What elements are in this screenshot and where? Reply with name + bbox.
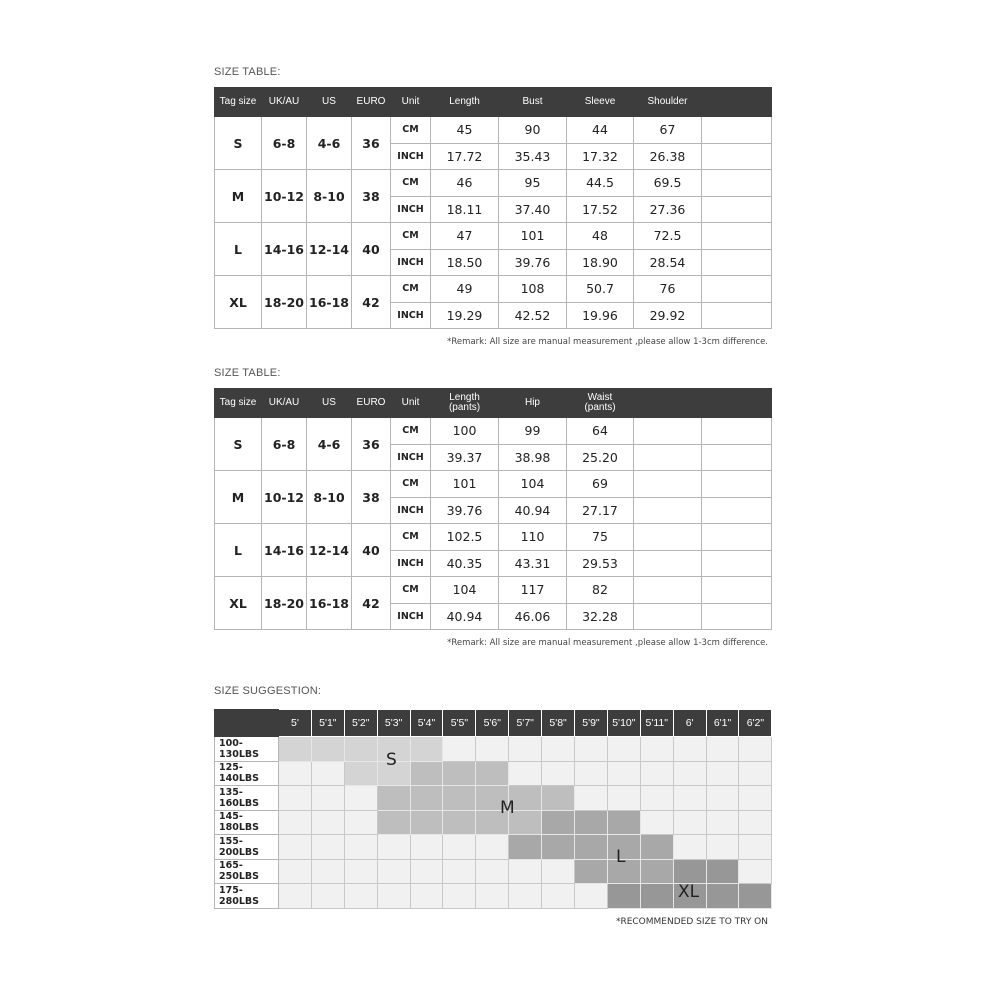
size-cell (739, 786, 772, 811)
euro-cell: 36 (352, 418, 391, 471)
size-cell (443, 835, 476, 860)
measure-cell: 101 (499, 223, 567, 250)
uk-au-cell: 10-12 (262, 471, 307, 524)
header-row (215, 88, 772, 117)
size-cell (410, 835, 443, 860)
measure-cell: 67 (634, 117, 702, 144)
size-cell (344, 859, 377, 884)
measure-cell: 39.37 (431, 444, 499, 471)
column-header: UK/AU (262, 88, 307, 117)
height-header: 6' (673, 710, 706, 737)
size-cell (377, 810, 410, 835)
empty-cell (702, 471, 772, 498)
size-cell (410, 859, 443, 884)
column-header: Tag size (215, 389, 262, 418)
height-header-row (215, 710, 772, 737)
measure-cell: 48 (567, 223, 634, 250)
size-cell (279, 761, 312, 786)
size-cell (640, 884, 673, 909)
unit-cell: CM (391, 577, 431, 604)
size-cell (706, 859, 739, 884)
size-cell (344, 835, 377, 860)
size-cell (476, 859, 509, 884)
measure-cell (634, 603, 702, 630)
table-row (215, 418, 772, 445)
unit-cell: CM (391, 117, 431, 144)
column-header: Length (pants) (431, 389, 499, 418)
column-header: US (307, 88, 352, 117)
size-cell (279, 835, 312, 860)
size-cell (706, 761, 739, 786)
size-cell (607, 761, 640, 786)
empty-cell (702, 524, 772, 551)
size-cell (410, 786, 443, 811)
empty-cell (702, 497, 772, 524)
empty-cell (702, 418, 772, 445)
header-row (215, 389, 772, 418)
empty-cell (702, 444, 772, 471)
measure-cell: 95 (499, 170, 567, 197)
height-header: 5'9" (575, 710, 608, 737)
size-cell (542, 835, 575, 860)
size-table-remark-1: *Remark: All size are manual measurement ,please allow 1-3cm difference. (447, 337, 768, 347)
unit-cell: CM (391, 276, 431, 303)
tag-size-cell: XL (215, 276, 262, 329)
size-cell (673, 859, 706, 884)
column-header: EURO (352, 88, 391, 117)
size-cell (640, 859, 673, 884)
unit-cell: INCH (391, 249, 431, 276)
us-cell: 16-18 (307, 577, 352, 630)
measure-cell (634, 524, 702, 551)
measure-cell: 90 (499, 117, 567, 144)
size-cell (344, 761, 377, 786)
tag-size-cell: L (215, 223, 262, 276)
measure-cell: 117 (499, 577, 567, 604)
empty-cell (702, 550, 772, 577)
tag-size-cell: S (215, 418, 262, 471)
height-header: 5'7" (509, 710, 542, 737)
measure-cell: 17.52 (567, 196, 634, 223)
weight-label: 155-200LBS (215, 835, 279, 860)
size-cell (443, 884, 476, 909)
measure-cell: 27.36 (634, 196, 702, 223)
measure-cell (634, 497, 702, 524)
measure-cell: 18.90 (567, 249, 634, 276)
size-cell (344, 884, 377, 909)
measure-cell: 28.54 (634, 249, 702, 276)
measure-cell: 99 (499, 418, 567, 445)
size-cell (607, 737, 640, 762)
us-cell: 12-14 (307, 524, 352, 577)
size-cell (542, 859, 575, 884)
size-cell (279, 859, 312, 884)
size-cell (739, 835, 772, 860)
recommended-note: *RECOMMENDED SIZE TO TRY ON (615, 917, 768, 927)
unit-cell: INCH (391, 302, 431, 329)
measure-cell: 26.38 (634, 143, 702, 170)
size-cell (509, 859, 542, 884)
size-cell (410, 737, 443, 762)
size-cell (607, 884, 640, 909)
empty-cell (702, 117, 772, 144)
measure-cell: 75 (567, 524, 634, 551)
size-cell (575, 810, 608, 835)
size-cell (377, 835, 410, 860)
measure-cell: 64 (567, 418, 634, 445)
measure-cell: 101 (431, 471, 499, 498)
measure-cell: 27.17 (567, 497, 634, 524)
size-cell (607, 810, 640, 835)
size-cell (509, 761, 542, 786)
empty-cell (702, 196, 772, 223)
size-cell (443, 859, 476, 884)
size-cell (410, 761, 443, 786)
euro-cell: 38 (352, 170, 391, 223)
size-cell (673, 761, 706, 786)
unit-cell: INCH (391, 603, 431, 630)
measure-cell: 110 (499, 524, 567, 551)
column-header: Unit (391, 88, 431, 117)
uk-au-cell: 14-16 (262, 524, 307, 577)
unit-cell: CM (391, 418, 431, 445)
size-cell (706, 737, 739, 762)
measure-cell: 42.52 (499, 302, 567, 329)
measure-cell: 44.5 (567, 170, 634, 197)
measure-cell: 47 (431, 223, 499, 250)
measure-cell: 19.96 (567, 302, 634, 329)
corner-cell (215, 710, 279, 737)
size-cell (410, 810, 443, 835)
size-table-pants (214, 388, 772, 630)
size-cell (377, 859, 410, 884)
height-header: 5'2" (344, 710, 377, 737)
euro-cell: 42 (352, 276, 391, 329)
measure-cell: 104 (431, 577, 499, 604)
table-row (215, 524, 772, 551)
size-cell (279, 737, 312, 762)
measure-cell: 102.5 (431, 524, 499, 551)
height-header: 6'1" (706, 710, 739, 737)
uk-au-cell: 10-12 (262, 170, 307, 223)
size-cell (344, 737, 377, 762)
us-cell: 4-6 (307, 117, 352, 170)
measure-cell: 72.5 (634, 223, 702, 250)
uk-au-cell: 18-20 (262, 577, 307, 630)
measure-cell: 108 (499, 276, 567, 303)
table-row (215, 577, 772, 604)
size-cell (279, 810, 312, 835)
weight-label: 135-160LBS (215, 786, 279, 811)
size-cell (607, 786, 640, 811)
size-cell (279, 786, 312, 811)
measure-cell: 29.53 (567, 550, 634, 577)
measure-cell: 100 (431, 418, 499, 445)
size-table-remark-2: *Remark: All size are manual measurement ,please allow 1-3cm difference. (447, 638, 768, 648)
size-cell (640, 786, 673, 811)
size-cell (443, 761, 476, 786)
measure-cell: 45 (431, 117, 499, 144)
tag-size-cell: S (215, 117, 262, 170)
height-header: 5'4" (410, 710, 443, 737)
size-cell (311, 761, 344, 786)
size-cell (673, 835, 706, 860)
size-cell (575, 761, 608, 786)
size-table-caption-2: SIZE TABLE: (214, 367, 281, 379)
size-cell (443, 786, 476, 811)
height-header: 5'1" (311, 710, 344, 737)
unit-cell: CM (391, 471, 431, 498)
unit-cell: INCH (391, 196, 431, 223)
size-cell (509, 835, 542, 860)
size-table-caption-1: SIZE TABLE: (214, 66, 281, 78)
size-cell (344, 786, 377, 811)
size-suggestion-grid (214, 709, 772, 909)
uk-au-cell: 14-16 (262, 223, 307, 276)
height-header: 5'3" (377, 710, 410, 737)
weight-row (215, 835, 772, 860)
size-suggestion-caption: SIZE SUGGESTION: (214, 685, 322, 697)
measure-cell: 32.28 (567, 603, 634, 630)
size-label-l: L (616, 847, 626, 867)
size-cell (476, 737, 509, 762)
weight-label: 145-180LBS (215, 810, 279, 835)
size-cell (443, 810, 476, 835)
size-cell (344, 810, 377, 835)
height-header: 5' (279, 710, 312, 737)
unit-cell: CM (391, 170, 431, 197)
size-cell (739, 810, 772, 835)
size-cell (443, 737, 476, 762)
size-cell (640, 835, 673, 860)
size-label-s: S (386, 750, 397, 770)
uk-au-cell: 6-8 (262, 117, 307, 170)
size-cell (542, 761, 575, 786)
size-cell (706, 786, 739, 811)
measure-cell: 69.5 (634, 170, 702, 197)
size-cell (509, 737, 542, 762)
unit-cell: INCH (391, 444, 431, 471)
empty-cell (702, 249, 772, 276)
measure-cell: 38.98 (499, 444, 567, 471)
us-cell: 12-14 (307, 223, 352, 276)
table-row (215, 276, 772, 303)
measure-cell: 39.76 (499, 249, 567, 276)
empty-cell (702, 577, 772, 604)
size-cell (377, 884, 410, 909)
size-cell (739, 761, 772, 786)
measure-cell (634, 471, 702, 498)
size-cell (279, 884, 312, 909)
column-header: Length (431, 88, 499, 117)
weight-row (215, 859, 772, 884)
height-header: 5'11" (640, 710, 673, 737)
size-cell (706, 884, 739, 909)
height-header: 5'8" (542, 710, 575, 737)
column-header: Tag size (215, 88, 262, 117)
size-cell (476, 835, 509, 860)
tag-size-cell: M (215, 471, 262, 524)
column-header (634, 389, 702, 418)
size-cell (311, 786, 344, 811)
size-cell (575, 737, 608, 762)
size-cell (706, 810, 739, 835)
table-row (215, 170, 772, 197)
size-cell (673, 786, 706, 811)
us-cell: 8-10 (307, 170, 352, 223)
table-row (215, 117, 772, 144)
uk-au-cell: 18-20 (262, 276, 307, 329)
size-cell (311, 835, 344, 860)
weight-row (215, 737, 772, 762)
size-cell (575, 859, 608, 884)
size-cell (575, 786, 608, 811)
size-cell (509, 884, 542, 909)
column-header: Bust (499, 88, 567, 117)
unit-cell: INCH (391, 143, 431, 170)
column-header: Hip (499, 389, 567, 418)
empty-cell (702, 143, 772, 170)
weight-label: 100-130LBS (215, 737, 279, 762)
column-header: Shoulder (634, 88, 702, 117)
height-header: 6'2" (739, 710, 772, 737)
weight-label: 175-280LBS (215, 884, 279, 909)
size-cell (410, 884, 443, 909)
measure-cell: 82 (567, 577, 634, 604)
measure-cell: 40.94 (499, 497, 567, 524)
measure-cell (634, 444, 702, 471)
weight-row (215, 786, 772, 811)
weight-row (215, 761, 772, 786)
measure-cell: 39.76 (431, 497, 499, 524)
measure-cell (634, 550, 702, 577)
size-cell (542, 786, 575, 811)
measure-cell: 46 (431, 170, 499, 197)
us-cell: 16-18 (307, 276, 352, 329)
measure-cell: 50.7 (567, 276, 634, 303)
size-cell (542, 737, 575, 762)
table-row (215, 223, 772, 250)
size-cell (739, 737, 772, 762)
weight-label: 165-250LBS (215, 859, 279, 884)
size-label-xl: XL (678, 882, 700, 902)
euro-cell: 38 (352, 471, 391, 524)
measure-cell: 25.20 (567, 444, 634, 471)
column-header: Sleeve (567, 88, 634, 117)
tag-size-cell: XL (215, 577, 262, 630)
measure-cell: 43.31 (499, 550, 567, 577)
measure-cell: 69 (567, 471, 634, 498)
height-header: 5'5" (443, 710, 476, 737)
size-cell (311, 737, 344, 762)
measure-cell: 37.40 (499, 196, 567, 223)
us-cell: 4-6 (307, 418, 352, 471)
column-header: US (307, 389, 352, 418)
size-cell (542, 884, 575, 909)
size-cell (311, 884, 344, 909)
column-header: EURO (352, 389, 391, 418)
unit-cell: INCH (391, 550, 431, 577)
measure-cell: 35.43 (499, 143, 567, 170)
size-cell (640, 810, 673, 835)
empty-cell (702, 223, 772, 250)
size-cell (739, 884, 772, 909)
tag-size-cell: M (215, 170, 262, 223)
measure-cell: 19.29 (431, 302, 499, 329)
height-header: 5'6" (476, 710, 509, 737)
weight-row (215, 810, 772, 835)
size-cell (673, 737, 706, 762)
size-label-m: M (500, 798, 515, 818)
measure-cell: 49 (431, 276, 499, 303)
tag-size-cell: L (215, 524, 262, 577)
measure-cell: 76 (634, 276, 702, 303)
size-cell (377, 786, 410, 811)
measure-cell (634, 577, 702, 604)
uk-au-cell: 6-8 (262, 418, 307, 471)
euro-cell: 40 (352, 524, 391, 577)
size-cell (706, 835, 739, 860)
column-header (702, 88, 772, 117)
size-cell (476, 884, 509, 909)
euro-cell: 40 (352, 223, 391, 276)
empty-cell (702, 302, 772, 329)
measure-cell: 18.11 (431, 196, 499, 223)
measure-cell: 17.32 (567, 143, 634, 170)
euro-cell: 42 (352, 577, 391, 630)
unit-cell: CM (391, 524, 431, 551)
measure-cell (634, 418, 702, 445)
euro-cell: 36 (352, 117, 391, 170)
size-cell (640, 737, 673, 762)
measure-cell: 44 (567, 117, 634, 144)
table-row (215, 471, 772, 498)
size-cell (673, 810, 706, 835)
measure-cell: 18.50 (431, 249, 499, 276)
column-header: UK/AU (262, 389, 307, 418)
size-cell (542, 810, 575, 835)
size-table-tops (214, 87, 772, 329)
empty-cell (702, 170, 772, 197)
size-cell (640, 761, 673, 786)
size-cell (476, 761, 509, 786)
column-header: Waist (pants) (567, 389, 634, 418)
height-header: 5'10" (607, 710, 640, 737)
size-cell (311, 859, 344, 884)
unit-cell: INCH (391, 497, 431, 524)
empty-cell (702, 603, 772, 630)
measure-cell: 17.72 (431, 143, 499, 170)
unit-cell: CM (391, 223, 431, 250)
size-cell (739, 859, 772, 884)
column-header: Unit (391, 389, 431, 418)
size-cell (311, 810, 344, 835)
measure-cell: 46.06 (499, 603, 567, 630)
measure-cell: 40.94 (431, 603, 499, 630)
column-header (702, 389, 772, 418)
weight-label: 125-140LBS (215, 761, 279, 786)
us-cell: 8-10 (307, 471, 352, 524)
measure-cell: 40.35 (431, 550, 499, 577)
empty-cell (702, 276, 772, 303)
measure-cell: 104 (499, 471, 567, 498)
measure-cell: 29.92 (634, 302, 702, 329)
size-cell (575, 835, 608, 860)
size-cell (575, 884, 608, 909)
